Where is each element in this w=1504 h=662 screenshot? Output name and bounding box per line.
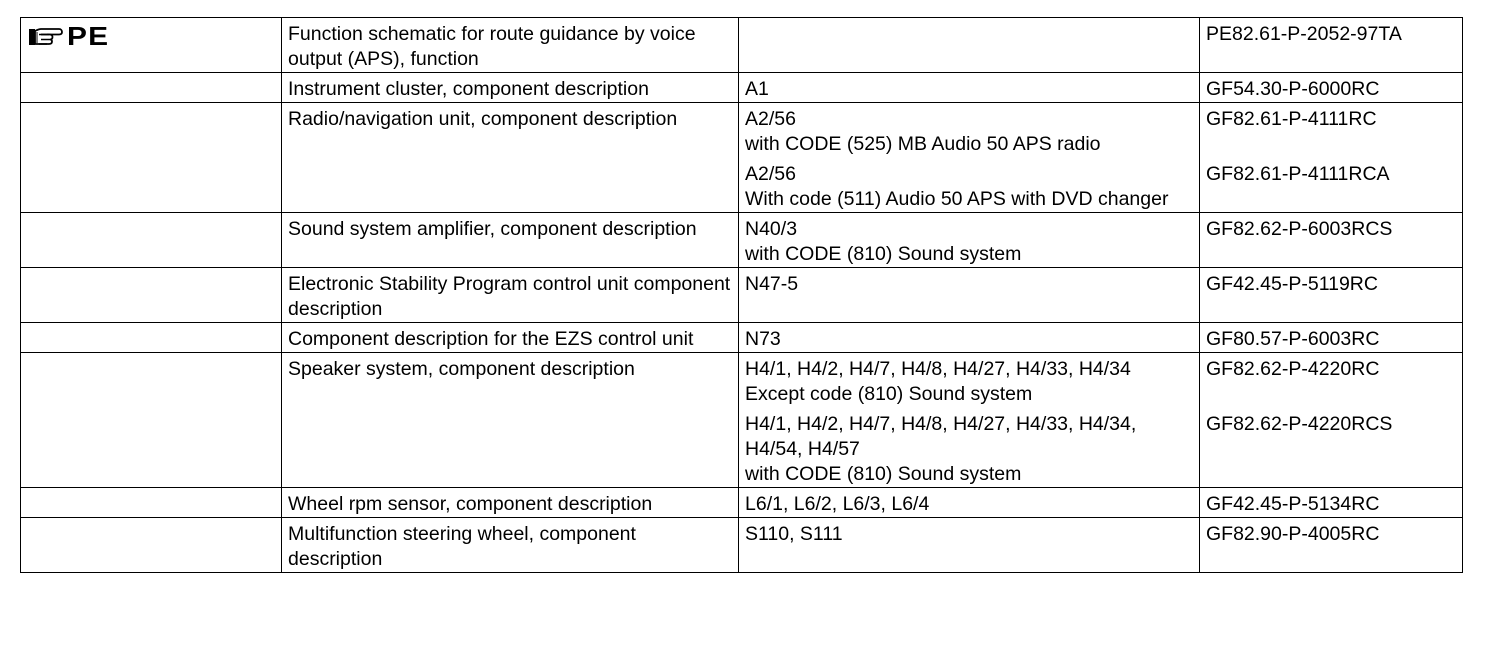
document-number-link[interactable]: GF42.45-P-5119RC: [1206, 273, 1378, 295]
document-cell: [1200, 488, 1463, 518]
document-cell: [1200, 213, 1463, 268]
component-cell: [739, 73, 1200, 103]
component-entry: [745, 162, 1193, 212]
component-entry: [745, 272, 1193, 297]
description-cell: Sound system amplifier, component description: [282, 213, 739, 268]
component-entry: [745, 107, 1193, 157]
component-cell: [739, 323, 1200, 353]
component-condition: With code (511) Audio 50 APS with DVD changer: [745, 188, 1169, 210]
document-number-link[interactable]: GF82.61-P-4111RC: [1206, 108, 1377, 130]
component-entry: [745, 327, 1193, 352]
document-number-link[interactable]: GF82.90-P-4005RC: [1206, 523, 1380, 545]
marker-cell: [21, 103, 282, 213]
component-condition: Except code (810) Sound system: [745, 383, 1033, 405]
component-cell: [739, 213, 1200, 268]
document-cell: [1200, 268, 1463, 323]
document-cell: [1200, 323, 1463, 353]
marker-cell: [21, 18, 282, 73]
document-number-link[interactable]: GF82.61-P-4111RCA: [1206, 163, 1390, 185]
component-designation: L6/1, L6/2, L6/3, L6/4: [745, 493, 930, 515]
marker-cell: [21, 488, 282, 518]
table-row: [21, 323, 1463, 353]
component-designation: S110, S111: [745, 523, 843, 545]
component-cell: [739, 268, 1200, 323]
component-cell: [739, 518, 1200, 573]
component-designation: A2/56: [745, 163, 796, 185]
description-cell: Instrument cluster, component description: [282, 73, 739, 103]
pe-marker: [27, 21, 275, 51]
marker-cell: [21, 323, 282, 353]
document-cell: [1200, 103, 1463, 213]
component-designation: H4/1, H4/2, H4/7, H4/8, H4/27, H4/33, H4/34: [745, 358, 1131, 380]
description-cell: Speaker system, component description: [282, 353, 739, 488]
component-cell: [739, 103, 1200, 213]
component-designation: N73: [745, 328, 781, 350]
component-entry: [745, 217, 1193, 267]
document-number-link[interactable]: GF80.57-P-6003RC: [1206, 328, 1380, 350]
component-designation: A2/56: [745, 108, 796, 130]
component-entry: [745, 492, 1193, 517]
marker-cell: [21, 73, 282, 103]
reference-table-body: [21, 18, 1463, 573]
component-designation: H4/1, H4/2, H4/7, H4/8, H4/27, H4/33, H4/34, H4/54, H4/57: [745, 413, 1137, 460]
description-cell: Component description for the EZS control unit: [282, 323, 739, 353]
component-designation: A1: [745, 78, 769, 100]
component-cell: [739, 353, 1200, 488]
component-condition: with CODE (810) Sound system: [745, 463, 1022, 485]
description-cell: Wheel rpm sensor, component description: [282, 488, 739, 518]
table-row: [21, 103, 1463, 213]
table-row: [21, 213, 1463, 268]
description-cell: Electronic Stability Program control unit component description: [282, 268, 739, 323]
component-designation: N47-5: [745, 273, 799, 295]
document-number-link[interactable]: GF82.62-P-6003RCS: [1206, 218, 1393, 240]
component-cell: [739, 488, 1200, 518]
table-row: [21, 353, 1463, 488]
reference-table: [20, 17, 1463, 573]
table-row: [21, 518, 1463, 573]
document-number-link[interactable]: GF82.62-P-4220RCS: [1206, 413, 1393, 435]
description-cell: Radio/navigation unit, component description: [282, 103, 739, 213]
component-entry: [745, 522, 1193, 547]
document-cell: [1200, 518, 1463, 573]
marker-cell: [21, 213, 282, 268]
document-number-link[interactable]: GF54.30-P-6000RC: [1206, 78, 1380, 100]
component-entry: [745, 412, 1193, 487]
table-row: [21, 18, 1463, 73]
document-number-link[interactable]: PE82.61-P-2052-97TA: [1206, 23, 1402, 45]
marker-cell: [21, 518, 282, 573]
table-row: [21, 73, 1463, 103]
component-entry: [745, 77, 1193, 102]
description-cell: Function schematic for route guidance by voice output (APS), function: [282, 18, 739, 73]
marker-cell: [21, 268, 282, 323]
document-number-link[interactable]: GF42.45-P-5134RC: [1206, 493, 1380, 515]
component-condition: with CODE (810) Sound system: [745, 243, 1022, 265]
component-entry: [745, 357, 1193, 407]
pointing-hand-icon: [27, 23, 63, 49]
description-cell: Multifunction steering wheel, component description: [282, 518, 739, 573]
pe-label: PE: [67, 21, 110, 51]
table-row: [21, 488, 1463, 518]
table-row: [21, 268, 1463, 323]
document-cell: [1200, 73, 1463, 103]
document-cell: [1200, 18, 1463, 73]
document-cell: [1200, 353, 1463, 488]
document-number-link[interactable]: GF82.62-P-4220RC: [1206, 358, 1380, 380]
marker-cell: [21, 353, 282, 488]
component-condition: with CODE (525) MB Audio 50 APS radio: [745, 133, 1101, 155]
component-designation: N40/3: [745, 218, 798, 240]
component-cell: [739, 18, 1200, 73]
